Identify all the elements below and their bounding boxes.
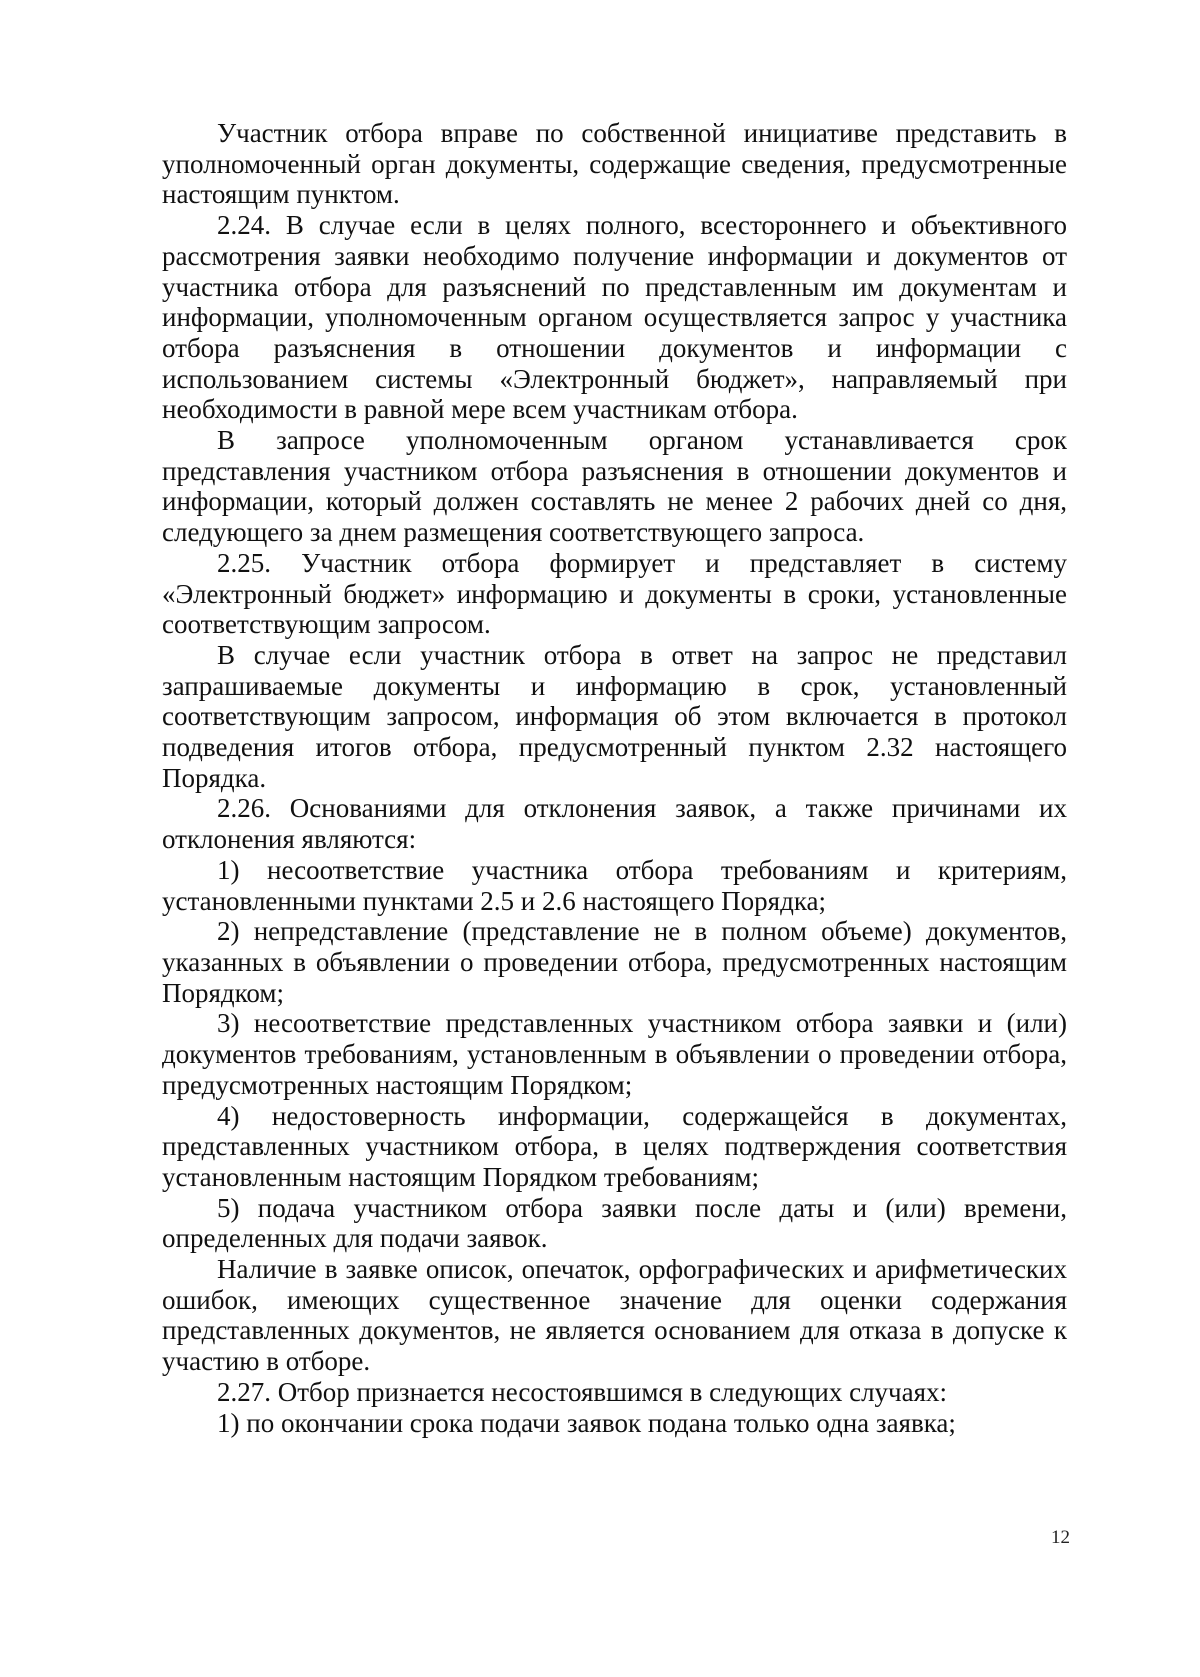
paragraph-2-26: 2.26. Основаниями для отклонения заявок, а также причинами их отклонения являются:: [162, 793, 1067, 855]
paragraph-initiative: Участник отбора вправе по собственной инициативе представить в уполномоченный орган документы, содержащие сведения, предусмотренные настоящим пунктом.: [162, 118, 1067, 210]
list-item-2-26-3: 3) несоответствие представленных участником отбора заявки и (или) документов требованиям, установленным в объявлении о проведении отбора, предусмотренных настоящим Порядком;: [162, 1008, 1067, 1100]
list-item-2-26-5: 5) подача участником отбора заявки после даты и (или) времени, определенных для подачи заявок.: [162, 1192, 1067, 1254]
document-body: [162, 118, 1067, 1438]
list-item-2-26-2: 2) непредставление (представление не в полном объеме) документов, указанных в объявлении о проведении отбора, предусмотренных настоящим Порядком;: [162, 916, 1067, 1008]
paragraph-2-24: 2.24. В случае если в целях полного, всестороннего и объективного рассмотрения заявки необходимо получение информации и документов от участника отбора для разъяснений по представленным им документам и информации, уполномоченным органом осуществляется запрос у участника отбора разъяснения в отношении документов и информации с использованием системы «Электронный бюджет», направляемый при необходимости в равной мере всем участникам отбора.: [162, 210, 1067, 425]
paragraph-no-response: В случае если участник отбора в ответ на запрос не представил запрашиваемые документы и информацию в срок, установленный соответствующим запросом, информация об этом включается в протокол подведения итогов отбора, предусмотренный пунктом 2.32 настоящего Порядка.: [162, 639, 1067, 793]
paragraph-request-deadline: В запросе уполномоченным органом устанавливается срок представления участником отбора разъяснения в отношении документов и информации, который должен составлять не менее 2 рабочих дней со дня, следующего за днем размещения соответствующего запроса.: [162, 425, 1067, 548]
paragraph-2-25: 2.25. Участник отбора формирует и представляет в систему «Электронный бюджет» информацию и документы в сроки, установленные соответствующим запросом.: [162, 547, 1067, 640]
list-item-2-27-1: 1) по окончании срока подачи заявок подана только одна заявка;: [217, 1407, 956, 1438]
paragraph-typos: Наличие в заявке описок, опечаток, орфографических и арифметических ошибок, имеющих существенное значение для оценки содержания представленных документов, не является основанием для отказа в допуске к участию в отборе.: [162, 1254, 1067, 1377]
list-item-2-26-1: 1) несоответствие участника отбора требованиям и критериям, установленными пунктами 2.5 и 2.6 настоящего Порядка;: [162, 854, 1067, 916]
paragraph-2-27: 2.27. Отбор признается несостоявшимся в следующих случаях:: [217, 1376, 948, 1407]
page-number: 12: [1051, 1527, 1070, 1548]
list-item-2-26-4: 4) недостоверность информации, содержащейся в документах, представленных участником отбора, в целях подтверждения соответствия установленным настоящим Порядком требованиям;: [162, 1100, 1067, 1192]
